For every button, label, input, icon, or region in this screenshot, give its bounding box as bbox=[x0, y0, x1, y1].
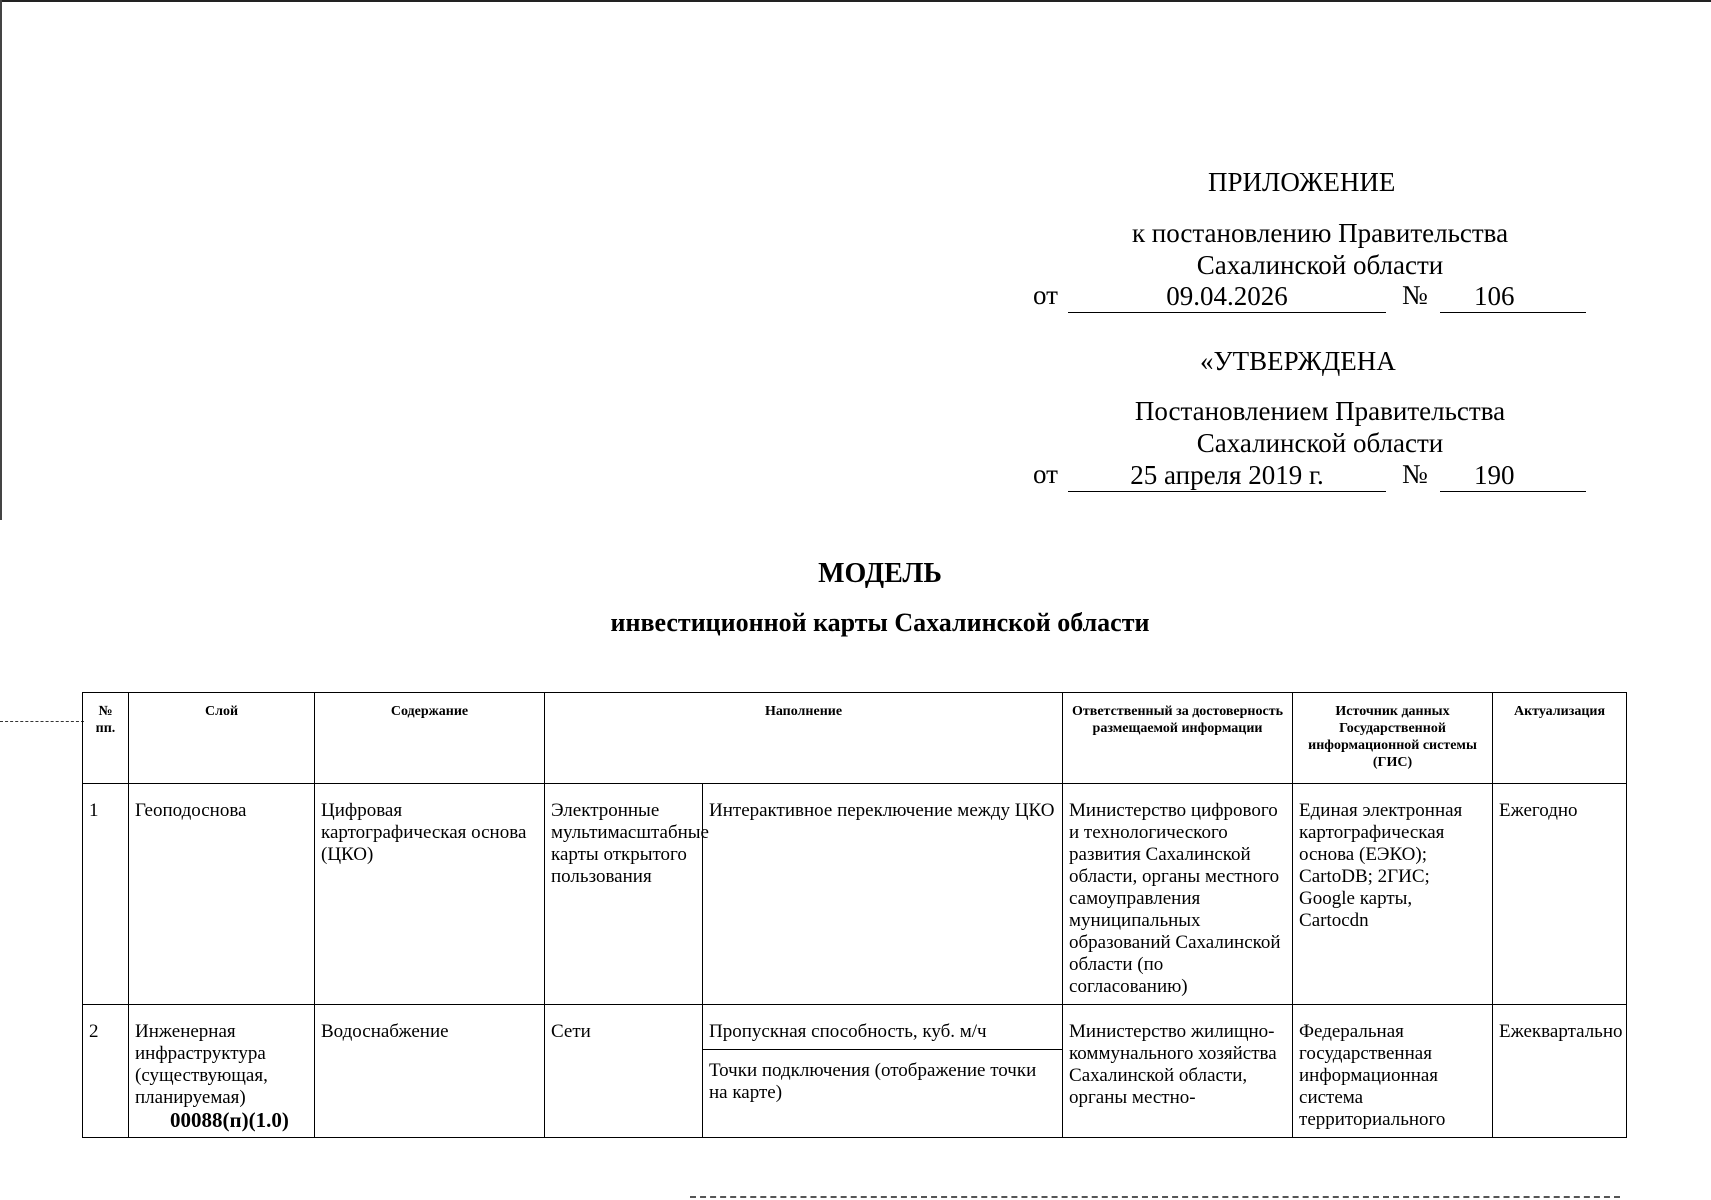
row1-update: Ежегодно bbox=[1493, 784, 1627, 1005]
header-num: № пп. bbox=[83, 693, 129, 784]
approved-title: «УТВЕРЖДЕНА bbox=[1200, 346, 1396, 376]
resolution-date: 09.04.2026 bbox=[1068, 280, 1386, 313]
scan-edge-top bbox=[0, 0, 1711, 2]
resolution-number-line bbox=[1440, 280, 1586, 313]
row2-filling-capacity: Пропускная способность, куб. м/ч bbox=[703, 1005, 1062, 1050]
document-title: МОДЕЛЬ bbox=[818, 558, 942, 589]
approved-number: 190 bbox=[1474, 460, 1515, 490]
row2-responsible: Министерство жилищно-коммунального хозяйства Сахалинской области, органы местно- bbox=[1063, 1005, 1293, 1138]
row2-layer: Инженерная инфраструктура (существующая, планируемая) bbox=[129, 1005, 315, 1138]
to-resolution-line1: к постановлению Правительства bbox=[1131, 218, 1509, 248]
number-prefix: № bbox=[1402, 280, 1428, 310]
header-update: Актуализация bbox=[1493, 693, 1627, 784]
header-responsible: Ответственный за достоверность размещаемой информации bbox=[1063, 693, 1293, 784]
approved-line2: Сахалинской области bbox=[1196, 428, 1444, 458]
row2-filling-type: Сети bbox=[545, 1005, 703, 1138]
approved-number-prefix: № bbox=[1402, 459, 1428, 489]
row1-source: Единая электронная картографическая основа (ЕЭКО); CartoDB; 2ГИС; Google карты, Cartocdn bbox=[1293, 784, 1493, 1005]
row2-filling-detail bbox=[703, 1005, 1063, 1138]
scan-edge-left bbox=[0, 0, 2, 520]
header-layer: Слой bbox=[129, 693, 315, 784]
row1-num: 1 bbox=[83, 784, 129, 1005]
header-source: Источник данных Государственной информационной системы (ГИС) bbox=[1293, 693, 1493, 784]
appendix-title: ПРИЛОЖЕНИЕ bbox=[1208, 167, 1396, 197]
scan-dash-left bbox=[0, 721, 84, 722]
document-code: 00088(п)(1.0) bbox=[170, 1108, 289, 1132]
row1-filling-type: Электронные мультимасштабные карты открытого пользования bbox=[545, 784, 703, 1005]
approved-line1: Постановлением Правительства bbox=[1134, 396, 1506, 426]
row2-source: Федеральная государственная информационная система территориального bbox=[1293, 1005, 1493, 1138]
row1-content: Цифровая картографическая основа (ЦКО) bbox=[315, 784, 545, 1005]
table-row bbox=[83, 1005, 1627, 1138]
approved-date: 25 апреля 2019 г. bbox=[1068, 459, 1386, 492]
approved-number-line bbox=[1440, 459, 1586, 492]
approved-date-prefix: от bbox=[1033, 459, 1058, 489]
date-prefix: от bbox=[1033, 280, 1058, 310]
table-header-row bbox=[83, 693, 1627, 784]
row1-responsible: Министерство цифрового и технологического развития Сахалинской области, органы местного самоуправления муниципальных образований Сахалинской области (по согласованию) bbox=[1063, 784, 1293, 1005]
document-subtitle: инвестиционной карты Сахалинской области bbox=[610, 608, 1150, 637]
row1-filling-detail: Интерактивное переключение между ЦКО bbox=[703, 784, 1063, 1005]
row2-filling-points: Точки подключения (отображение точки на карте) bbox=[709, 1060, 1037, 1103]
resolution-number: 106 bbox=[1474, 281, 1515, 311]
row1-layer: Геоподоснова bbox=[129, 784, 315, 1005]
model-table bbox=[82, 692, 1627, 1138]
header-filling: Наполнение bbox=[545, 693, 1063, 784]
table-row bbox=[83, 784, 1627, 1005]
scan-edge-bottom bbox=[690, 1196, 1620, 1198]
row2-content: Водоснабжение bbox=[315, 1005, 545, 1138]
header-content: Содержание bbox=[315, 693, 545, 784]
to-resolution-line2: Сахалинской области bbox=[1196, 250, 1444, 280]
row2-num: 2 bbox=[83, 1005, 129, 1138]
row2-update: Ежеквартально bbox=[1493, 1005, 1627, 1138]
